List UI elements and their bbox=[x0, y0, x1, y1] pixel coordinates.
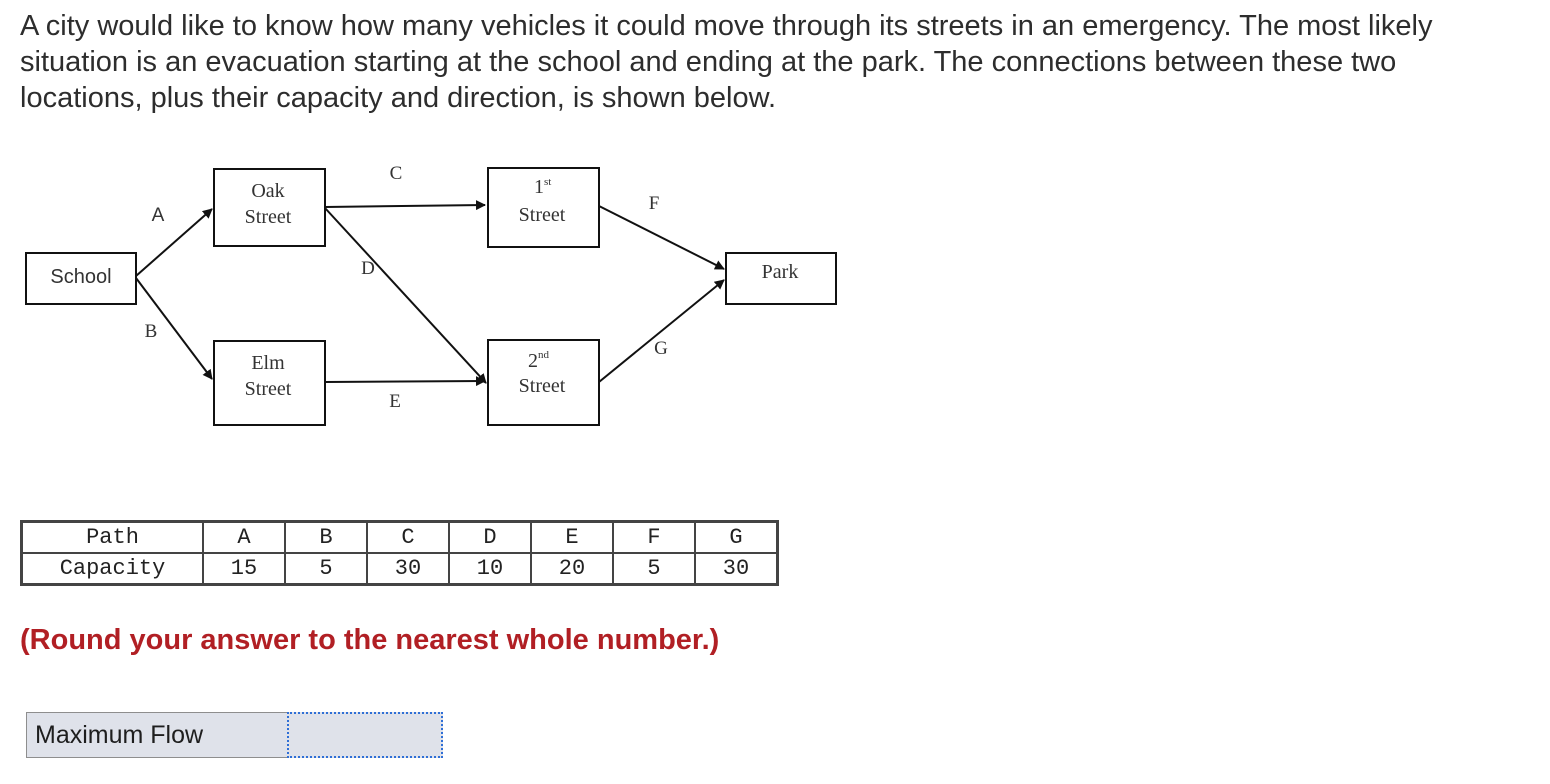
path-row bbox=[22, 522, 778, 554]
maximum-flow-label: Maximum Flow bbox=[26, 712, 287, 758]
edge-a bbox=[136, 209, 212, 276]
second-label-superscript: nd bbox=[538, 349, 549, 361]
first-label-number: 1 bbox=[534, 176, 544, 198]
answer-row bbox=[26, 712, 443, 758]
capacity-cell-g: 30 bbox=[695, 553, 778, 585]
edge-e bbox=[325, 381, 485, 382]
capacity-cell-a: 15 bbox=[203, 553, 285, 585]
capacity-cell-e: 20 bbox=[531, 553, 613, 585]
capacity-cell-d: 10 bbox=[449, 553, 531, 585]
edge-label-b: B bbox=[144, 321, 158, 342]
path-cell-b: B bbox=[285, 522, 367, 554]
path-cell-g: G bbox=[695, 522, 778, 554]
path-cell-e: E bbox=[531, 522, 613, 554]
capacity-cell-c: 30 bbox=[367, 553, 449, 585]
school-label: School bbox=[50, 266, 112, 288]
edge-label-c: C bbox=[389, 163, 403, 184]
edge-c bbox=[325, 205, 485, 207]
edge-label-g: G bbox=[654, 338, 668, 359]
edge-label-f: F bbox=[648, 193, 660, 214]
capacity-cell-b: 5 bbox=[285, 553, 367, 585]
elm-label-line2: Street bbox=[244, 378, 292, 400]
second-label-street: Street bbox=[518, 375, 566, 397]
capacity-row bbox=[22, 553, 778, 585]
oak-label-line2: Street bbox=[244, 206, 292, 228]
elm-label-line1: Elm bbox=[251, 352, 285, 374]
path-header: Path bbox=[22, 522, 204, 554]
capacity-cell-f: 5 bbox=[613, 553, 695, 585]
park-label: Park bbox=[761, 261, 799, 283]
edge-label-e: E bbox=[389, 391, 401, 412]
maximum-flow-input[interactable] bbox=[287, 712, 443, 758]
path-cell-a: A bbox=[203, 522, 285, 554]
capacity-table bbox=[20, 520, 779, 586]
network-diagram bbox=[0, 150, 860, 440]
rounding-instruction: (Round your answer to the nearest whole number.) bbox=[20, 624, 720, 656]
path-cell-d: D bbox=[449, 522, 531, 554]
edge-g bbox=[599, 280, 724, 382]
edge-label-a: A bbox=[151, 205, 165, 226]
oak-label-line1: Oak bbox=[251, 180, 285, 202]
path-cell-c: C bbox=[367, 522, 449, 554]
path-cell-f: F bbox=[613, 522, 695, 554]
capacity-header: Capacity bbox=[22, 553, 204, 585]
edge-label-d: D bbox=[361, 258, 375, 279]
first-label-superscript: st bbox=[544, 176, 552, 188]
first-label-street: Street bbox=[518, 204, 566, 226]
question-text: A city would like to know how many vehicles it could move through its streets in an emergency. The most likely situation is an evacuation starting at the school and ending at the park. The connections between these two locations, plus their capacity and direction, is shown below. bbox=[20, 10, 1433, 114]
edge-d bbox=[325, 208, 486, 383]
edge-f bbox=[599, 206, 724, 269]
second-label-number: 2 bbox=[528, 350, 538, 372]
